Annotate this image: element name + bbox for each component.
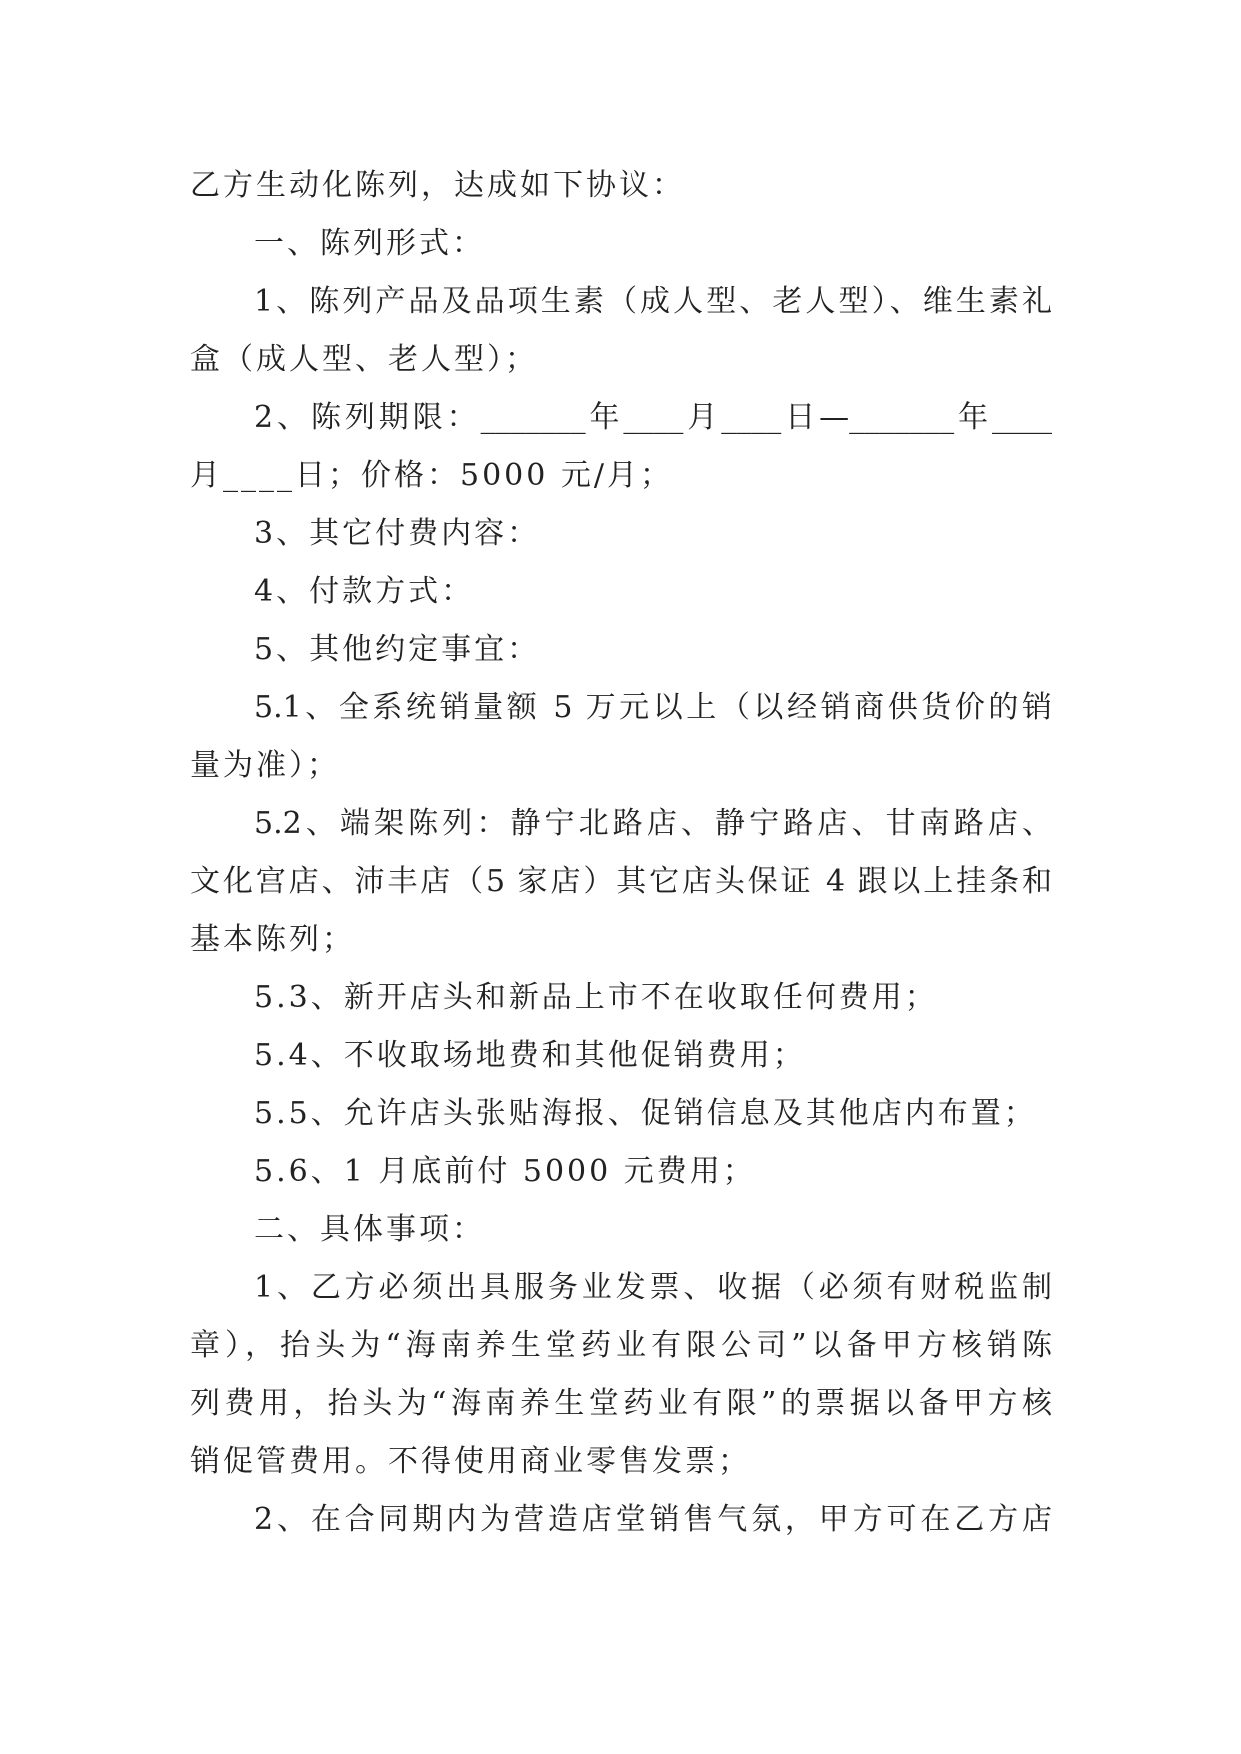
text-line: 5.5、允许店头张贴海报、促销信息及其他店内布置； <box>254 1096 1037 1131</box>
text-line: 盒（成人型、老人型）； <box>190 342 538 377</box>
section-heading: 二、具体事项： <box>254 1212 485 1247</box>
text-line: 5.4、不收取场地费和其他促销费用； <box>254 1038 806 1073</box>
text-line: 列费用，抬头为“海南养生堂药业有限”的票据以备甲方核 <box>190 1386 1052 1421</box>
text-line: 4、付款方式： <box>254 574 475 609</box>
text-line: 2、陈列期限：_______年____月____日—_______年____ <box>254 400 1052 435</box>
text-line: 1、乙方必须出具服务业发票、收据（必须有财税监制 <box>254 1270 1052 1305</box>
text-line: 5、其他约定事宜： <box>254 632 541 667</box>
text-line: 5.2、端架陈列：静宁北路店、静宁路店、甘南路店、 <box>254 806 1052 841</box>
text-line: 销促管费用。不得使用商业零售发票； <box>190 1444 751 1479</box>
text-line: 5.3、新开店头和新品上市不在收取任何费用； <box>254 980 938 1015</box>
text-line: 乙方生动化陈列，达成如下协议： <box>190 168 685 203</box>
text-line: 文化宫店、沛丰店（5 家店）其它店头保证 4 跟以上挂条和 <box>190 864 1052 899</box>
text-line: 量为准）； <box>190 748 340 783</box>
text-line: 月____日；价格：5000 元/月； <box>190 458 673 493</box>
text-line: 基本陈列； <box>190 922 355 957</box>
text-line: 5.1、全系统销量额 5 万元以上（以经销商供货价的销 <box>254 690 1052 725</box>
section-heading: 一、陈列形式： <box>254 226 485 261</box>
text-line: 章），抬头为“海南养生堂药业有限公司”以备甲方核销陈 <box>190 1328 1052 1363</box>
text-line: 5.6、1 月底前付 5000 元费用； <box>254 1154 756 1189</box>
text-line: 1、陈列产品及品项生素（成人型、老人型）、维生素礼 <box>254 284 1052 319</box>
text-line: 2、在合同期内为营造店堂销售气氛，甲方可在乙方店 <box>254 1502 1052 1537</box>
text-line: 3、其它付费内容： <box>254 516 541 551</box>
